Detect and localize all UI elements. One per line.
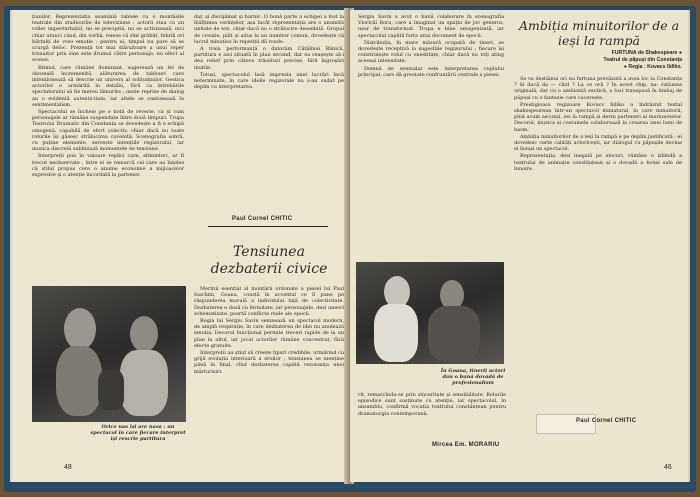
info-line: Teatrul de păpuși din Constanța [603,57,682,63]
page-number-right: 46 [664,464,672,471]
paragraph: Se va destăinui ori nu furtuna prevăzută a avea loc la Constanța ? Și dacă da — cînd ? La ce oră ? În acest chip, na- rațiunea originală, dar cu o ambianță exotică, a fost transpusă în limbaj de păpuși cu o fantezie care cucerește. [514,76,682,101]
page-number-left: 48 [64,464,72,471]
production-info [510,50,682,71]
paragraph: țiunilor. Reprezentația seamănă tablele cu o montăsile teatrale din studiourile de televiziune : actorii stau ca un roller imperturbabil, nu se precipită, nu se activizează, nici chiar atunci când, din vorbă, reiese că sînt grăbiți, febrili ori hărțuiți de vreo emoție ; pentru ei, timpul nu pare să se scurgă deloc. Prezență tot mai stăruitoare a unui reper trenuitor prin sine este drumul către personaje, nu efect al scenei. [32,14,184,64]
theater-photo-left [32,286,186,422]
right-column-1 [358,14,504,250]
byline-author: Paul Cornel CHITIC [232,216,293,222]
left-column-2-lower [194,286,344,472]
paragraph: Totuși, spectacolul lasă impresia unei lucrări încă neterminate, în care ideile regizorale nu s-au sudat pe deplin cu interpretarea. [194,71,344,91]
byline-author: Mircea Em. MORARIU [432,442,500,448]
left-column-2 [194,14,344,164]
paragraph: Reprezentația, deși inegală pe alocuri, rămâne o izbîndă a teatrului de animație constănțean și o dovadă a forței sale de înnoire. [514,153,682,172]
article-headline-right: Ambiția minuitorilor de a ieși la rampă [518,18,680,48]
paragraph: Meritul esențial al montării ordonate a piesei lui Paul Ioachim, Goana, constă în accentul ce îl pune pe răspunderea morală a individului față de colectivitate. Dezbaterea e dusă cu fermitate, iar personajele, deși uneori schematizate, poartă conflicte reale ale epocii. [194,286,344,317]
article-headline-left: Tensiunea dezbaterii civice [210,244,328,277]
photo-caption-right: În Goana, tinerii actori dau o bună dovadă de profesionalism [440,368,506,387]
right-page [350,10,688,482]
left-column-1 [32,14,184,264]
paragraph: Prestigioasa regizoare Kovacs Ildiko a îndrăznit textul shakespearean într-un spectacol miniatural, în care minuitorii, pînă acum ascunși, ies la rampă și devin parteneri ai marionetelor. Decorul, muzica și costumele colaborează la crearea unei lumi de basm. [514,101,682,133]
theater-photo-right [356,262,504,364]
info-line: FURTUNA de Shakespeare ● [611,50,682,56]
divider [208,226,328,227]
paragraph: Demnă de semnalat este interpretarea cuplului principal, care dă greutate confruntării centrale a piesei. [358,65,504,78]
paragraph: Interpreții au știut să creeze tipuri credibile, urmărind cu grijă evoluția interioară a eroilor ; tensiunea se menține până în final, cînd dezbaterea capătă rezonanța unei mărturisiri. [194,350,344,375]
paragraph: A treia performanță o datorăm Cătălinei Bănică, partitura e aici situată în plan secund, dar ea reușește să-i dea relief prin câteva trăsături precise, fără îngroșări inutile. [194,46,344,71]
right-column-1-lower [358,392,506,438]
paragraph: Ambiția minuitorilor de a ieși la rampă e pe deplin justificată : ei dovedesc certe calități actoricești, iar dialogul cu păpușile devine el însuși un spectacol. [514,133,682,153]
paragraph: Ritmul, care rămâne dominant, sugerează un fel de oboseală încremenită, alăturarea de tablouri care intenționează să descrie un univers al solitudinilor. Gestica actorilor e urmărită în detaliu, fără ca întrebările spectatorului să fie mereu lămurite ; unele reprize de dialog au o evidentă autenticitate, iar altele se cantonează în sentimentalism. [32,64,184,108]
paragraph: Distribuția, în mare măsură ocupată de tineri, se dovedește receptivă la sugestiile regizorului ; fiecare își construiește rolul cu onestitate, chiar dacă nu toți ating aceeași intensitate. [358,39,504,65]
paragraph: Regia lui Sergiu Savin semnează un spectacol modern, de amplă respirație, în care dezbaterea de idei nu anulează emoția. Decorul funcțional permite treceri rapide de la un plan la altul, iar jocul actorilor rămâne concentrat, fără efecte gratuite. [194,318,344,349]
tape-strip [536,414,596,434]
paragraph: Interpreții pun în valoare replici care, altminteri, ar fi trecut neobservate ; între ei se remarcă cei care au înțeles că stilul propus cere o anume economie a mijloacelor expresive și o atenție încordată la partener. [32,153,184,179]
info-line: ● Regia : Kovacs Ildiko. [623,64,682,70]
paragraph: dar, și disciplinat și harnic. O bună parte a echipei a fost la înălțimea cerințelor, așa încât reprezentația are o anumită unitate de ton, chiar dacă nu o strălucire deosebită. Grupul de creație, pilit și adus la un numitor comun, dovedește că lucrul minuțios în repetiții dă roade. [194,14,344,45]
paragraph: Sergiu Savin a avut o bună colaborare în scenografia Vioricăi Bora, care a imaginat un spațiu de joc generos, ușor de transformat. Trupa e bine omogenizată, iar spectacolul capătă forța unui document de epocă. [358,14,504,39]
paragraph: Spectacolul se încheie pe o notă de reverie, ca și cum personajele ar rămâne suspendate între două timpuri. Trupa Teatrului Dramatic din Constanța se dovedește a fi o echipă omogenă, capabilă de efort colectiv, chiar dacă nu toate rolurile își găsesc strălucirea cuvenită. Scenografia sobră, cu puține elemente, servește intențiile regizorului, iar muzica discretă subliniază momentele de tensiune. [32,109,184,153]
photo-caption-left: Orice nas își are nasa : un spectacol în care fiecare interpret își rescrie partitura [90,424,186,443]
right-column-2 [514,76,682,406]
byline-author: Paul Cornel CHITIC [576,418,637,424]
left-page [12,10,348,482]
paragraph: rit, remarcîndu-se prin sinceritate și sensibilitate. Rolurile episodice sunt susținute cu atenție, iar spectacolul, în ansamblu, confirmă vocația teatrului constănțean pentru dramaturgia contemporană. [358,392,506,417]
